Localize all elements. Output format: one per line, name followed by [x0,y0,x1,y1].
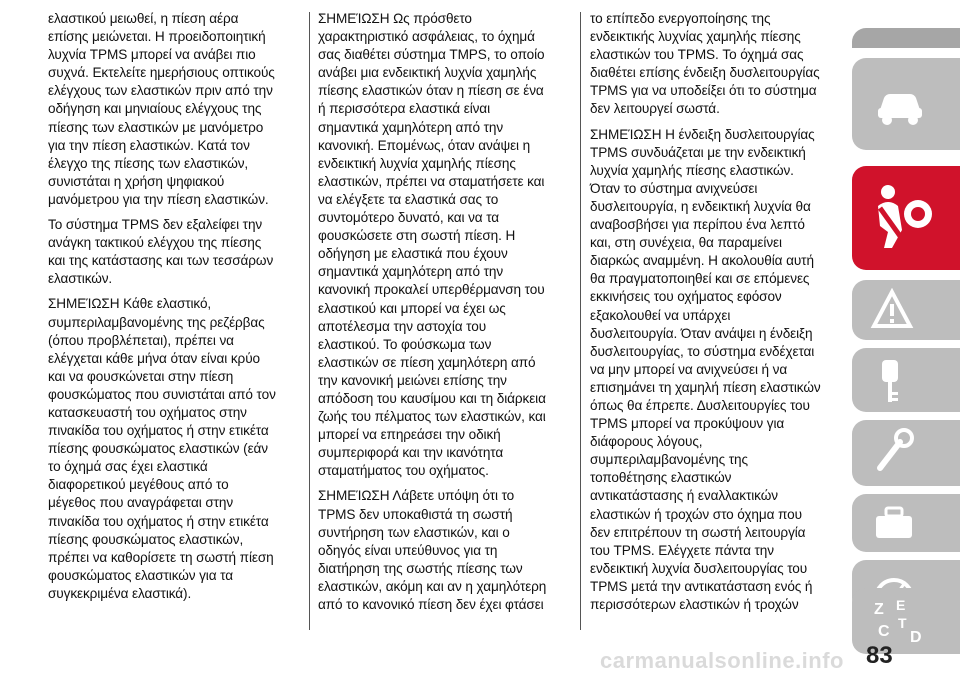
text-line: Το σύστημα TPMS δεν εξαλείφει την [48,217,263,233]
text-line: και να φουσκώνεται στην πίεση [48,368,234,384]
text-line: αντικατάστασης ή εναλλακτικών [590,488,778,504]
svg-text:C: C [878,623,890,640]
text-line: διαρκώς αναμμένη. Η ακολουθία αυτή [590,253,814,269]
text-line: περισσότερων ελαστικών ή τροχών [590,597,799,612]
text-line: πίεσης φουσκώματος ελαστικών, [48,531,244,547]
text-line: κανονική προκαλεί υπερθέρμανση του [318,282,545,298]
text-line: δεν λειτουργεί σωστά. [590,101,720,117]
text-line: θα πραγματοποιηθεί και σε επόμενες [590,271,810,287]
text-line: συμπεριφορά και την ικανότητα [318,445,504,461]
text-line: οδήγηση με ελαστικά που έχουν [318,246,508,262]
text-line: ελαστικών. [48,271,113,287]
text-line: εξακολουθεί να υπάρχει [590,307,731,323]
text-line: σταματήματος του οχήματος. [318,463,489,479]
toolbox-icon [870,502,918,544]
car-icon [870,72,930,132]
text-line: ελέγχους των ελαστικών πριν από την [48,83,273,99]
text-line: του TPMS. Ελέγχετε πάντα την [590,542,774,558]
text-line: (όπου προβλέπεται), πρέπει να [48,332,234,348]
svg-text:E: E [896,597,906,613]
text-line: Όταν το σύστημα ανιχνεύσει [590,180,758,196]
text-line: ΣΗΜΕΊΩΣΗ Η ένδειξη δυσλειτουργίας [590,126,815,142]
text-line: έλεγχο της πίεσης των ελαστικών, [48,155,249,171]
text-line: ελαστικών του TPMS. Το όχημά σας [590,47,804,63]
text-line: να ελέγξετε τα ελαστικά σας το [318,191,499,207]
text-line: σημαντικά χαμηλότερη από την [318,264,504,280]
text-line: ελαστικών σε πίεση χαμηλότερη από [318,354,536,370]
text-line: διαθέτει επίσης ένδειξη δυσλειτουργίας [590,65,820,81]
text-line: δεν επιτρέπουν τη σωστή λειτουργία [590,524,806,540]
text-line: τοποθέτησης ελαστικών [590,470,732,486]
paragraph [48,295,296,603]
text-line: και, στη συνέχεια, θα παραμείνει [590,235,782,251]
text-line: ελαστικών, πρέπει να σταματήσετε και [318,173,545,189]
text-line: ελαστικών ή τροχών στο όχημα που [590,506,802,522]
text-line: από το κανονικό πίεση δεν έχει φτάσει [318,597,544,612]
text-line: ενδεικτική λυχνία χαμηλής πίεσης [318,155,516,171]
text-line: TPMS μετά την αντικατάσταση ενός ή [590,578,813,594]
text-column-1 [48,10,296,610]
text-line: TPMS μπορεί να προκύψουν για [590,416,785,432]
text-line: διατήρηση της σωστής πίεσης των [318,560,523,576]
airbag-seatbelt-icon [866,178,938,256]
text-line: διάφορους λόγους, [590,434,703,450]
text-line: ελαστικού. Το φούσκωμα των [318,336,492,352]
sidebar-tab-maintenance[interactable] [852,494,960,552]
text-line: διαφορετικού μεγέθους από το [48,477,229,493]
text-line: συμπεριλαμβανομένης της ρεζέρβας [48,314,265,330]
text-line: δυσλειτουργία, η ενδεικτική λυχνία θα [590,198,811,214]
text-column-3 [590,10,840,621]
text-line: ενδεικτική λυχνία δυσλειτουργίας του [590,560,808,576]
text-line: ανάγκη τακτικού ελέγχου της πίεσης [48,235,262,251]
text-line: επισημάνει τη χαμηλή πίεση ελαστικών [590,379,821,395]
text-line: πίεσης φουσκώματος ελαστικών (εάν [48,441,268,457]
text-line: απόδοση του καυσίμου και τη διάρκεια [318,390,546,406]
text-line: ζωής του πέλματος των ελαστικών, και [318,409,546,425]
text-line: κανονική. Επομένως, όταν ανάψει η [318,137,531,153]
text-line: πίεσης ελαστικών όταν η πίεση σε ένα [318,83,544,99]
text-line: πινακίδα του οχήματος ή στην ετικέτα [48,423,269,439]
svg-text:T: T [898,615,907,631]
text-line: λυχνία χαμηλής πίεσης ελαστικών. [590,162,794,178]
text-line: την κανονική μειώνει επίσης την [318,372,507,388]
text-column-2 [318,10,570,621]
text-line: συχνά. Εκτελείτε ημερήσιους οπτικούς [48,65,275,81]
text-line: κατασκευαστή του οχήματος στην [48,404,247,420]
column-separator [580,12,581,630]
text-line: φουσκώσετε στη σωστή πίεση. Η [318,228,516,244]
text-line: ελαστικού και μπορεί να έχει ως [318,300,506,316]
svg-text:D: D [910,629,922,646]
column-separator [309,12,310,630]
text-line: μπορεί να επηρεάσει την οδική [318,427,501,443]
text-line: ανάβει μια ενδεικτική λυχνία χαμηλής [318,65,537,81]
paragraph [48,216,296,288]
text-line: ελαστικών, ακόμη και αν η χαμηλότερη [318,578,547,594]
text-line: μανόμετρου για την πίεση ελαστικών. [48,191,269,207]
text-line: δυσλειτουργίας, το σύστημα ενδέχεται [590,343,815,359]
text-line: ενδεικτικής λυχνίας χαμηλής πίεσης [590,29,801,45]
paragraph [590,126,840,615]
text-line: να μην μπορεί να ανιχνεύσει ή να [590,361,788,377]
text-line: και της κατάστασης και των τεσσάρων [48,253,274,269]
sidebar-tab-top[interactable] [852,28,960,48]
text-line: TPMS δεν υποκαθιστά τη σωστή [318,506,513,522]
text-line: ΣΗΜΕΊΩΣΗ Λάβετε υπόψη ότι το [318,488,515,504]
text-line: ΣΗΜΕΊΩΣΗ Κάθε ελαστικό, [48,296,212,312]
text-line: συμπεριλαμβανομένης της [590,452,748,468]
text-line: φουσκώματος ελαστικών για τα [48,567,233,583]
page-number: 83 [866,642,893,669]
paragraph [318,10,570,480]
text-line: συντομότερο δυνατό, και να τα [318,210,500,226]
text-line: ελέγχεται κάθε μήνα όταν είναι κρύο [48,350,260,366]
text-line: σας διαθέτει σύστημα TMPS, το οποίο [318,47,545,63]
text-line: οδήγηση και μηνιαίους ελέγχους της [48,101,262,117]
text-line: πρέπει να καθορίσετε τη σωστή πίεση [48,549,274,565]
text-line: αναβοσβήσει για περίπου ένα λεπτό [590,217,805,233]
text-line: ή περισσότερα ελαστικά είναι [318,101,490,117]
text-line: αποτέλεσμα την αστοχία του [318,318,487,334]
text-line: πινακίδα του οχήματος ή στην ετικέτα [48,513,269,529]
chapter-sidebar [852,28,960,654]
text-line: συγκεκριμένα ελαστικά). [48,585,192,601]
paragraph [590,10,840,119]
sidebar-tab-starting[interactable] [852,348,960,412]
text-line: μέγεθος που αναγράφεται στην [48,495,234,511]
text-line: TPMS συνδυάζεται με την ενδεικτική [590,144,806,160]
text-line: επίσης μειώνεται. Η προειδοποιητική [48,29,266,45]
sidebar-tab-warnings[interactable] [852,280,960,340]
text-line: δυσλειτουργία. Όταν ανάψει η ένδειξη [590,325,813,341]
text-line: για την πίεση ελαστικών. Κατά τον [48,137,250,153]
svg-text:Z: Z [874,601,884,618]
paragraph [318,487,570,614]
wrench-icon [870,428,918,478]
paragraph [48,10,296,209]
text-line: χαρακτηριστικό ασφάλειας, το όχημά [318,29,535,45]
text-line: λυχνία TPMS μπορεί να ανάβει πιο [48,47,256,63]
sidebar-tab-emergency[interactable] [852,420,960,486]
text-line: όπως θα έπρεπε. Δυσλειτουργίες του [590,397,810,413]
key-icon [870,356,914,406]
sidebar-tab-vehicle[interactable] [852,58,960,150]
text-line: οδηγός είναι υπεύθυνος για τη [318,542,498,558]
sidebar-tab-safety[interactable] [852,166,960,270]
text-line: εκκινήσεις του οχήματος εφόσον [590,289,782,305]
text-line: συντήρηση των ελαστικών, και ο [318,524,510,540]
text-line: σημαντικά χαμηλότερη από την [318,119,504,135]
text-line: ελαστικού μειωθεί, η πίεση αέρα [48,11,239,26]
watermark: carmanualsonline.info [600,648,844,673]
text-line: το επίπεδο ενεργοποίησης της [590,11,771,26]
text-line: φουσκώματος που συνιστάται από τον [48,386,276,402]
text-line: TPMS για να υποδείξει ότι το σύστημα [590,83,817,99]
text-line: συνιστάται η χρήση ψηφιακού [48,173,225,189]
text-line: το όχημά σας έχει ελαστικά [48,459,208,475]
warning-triangle-icon [870,288,914,332]
text-line: πίεσης των ελαστικών με μανόμετρο [48,119,264,135]
text-line: ΣΗΜΕΊΩΣΗ Ως πρόσθετο [318,11,472,26]
